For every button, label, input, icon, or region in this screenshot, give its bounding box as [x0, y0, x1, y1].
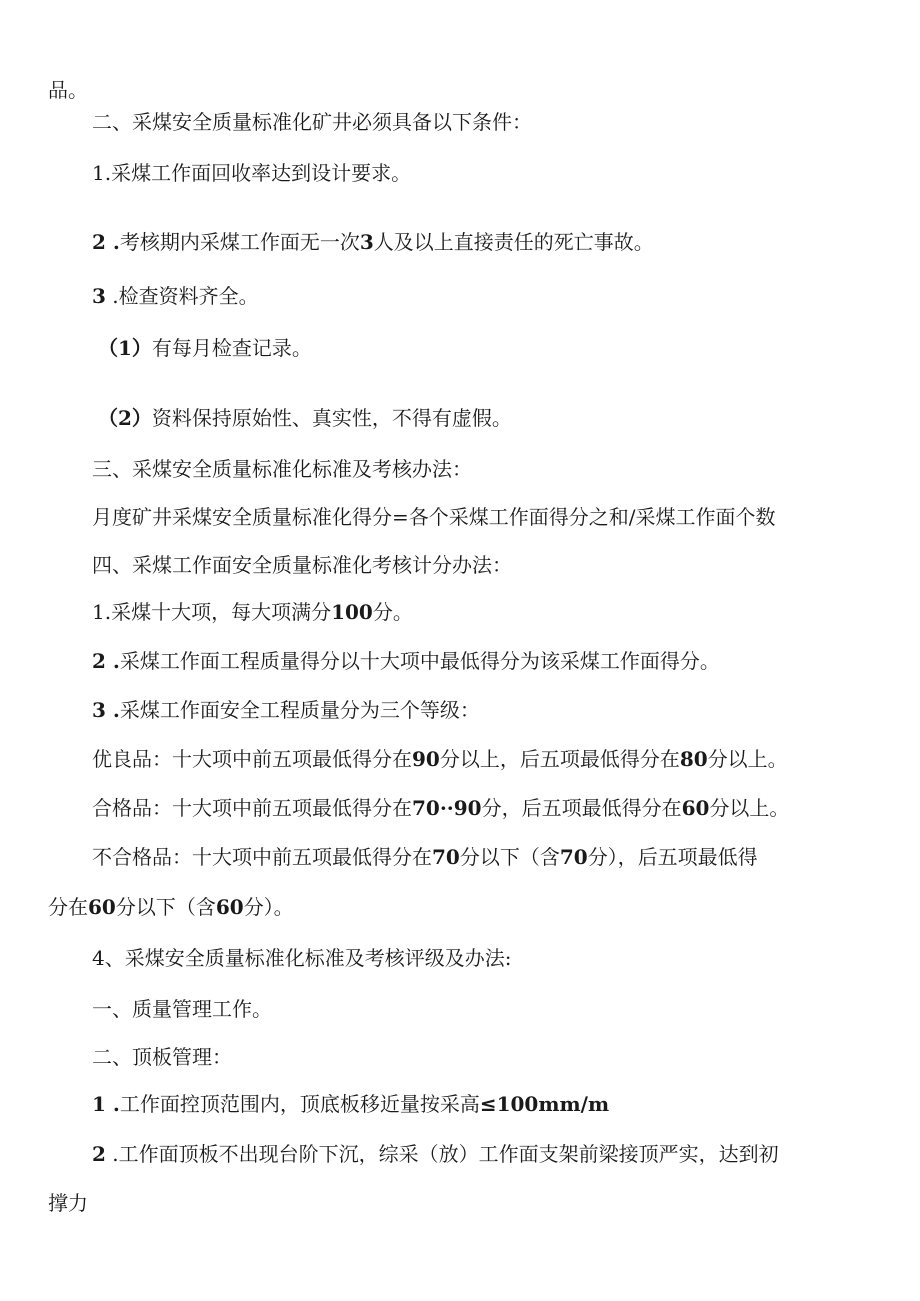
text-line — [92, 843, 758, 871]
text-run: 1.采煤十大项，每大项满分 — [92, 600, 332, 624]
text-run: ≤100mm∕m — [479, 1092, 610, 1116]
text-run: 1.采煤工作面回收率达到设计要求。 — [92, 161, 412, 185]
text-run: 采煤工作面工程质量得分以十大项中最低得分为该采煤工作面得分。 — [119, 649, 720, 673]
text-line — [92, 647, 720, 675]
text-run: 二、顶板管理： — [92, 1045, 232, 1069]
text-run: 3 — [359, 230, 374, 254]
text-run: 3 . — [92, 698, 120, 722]
text-line — [98, 404, 512, 432]
text-run: 分在 — [48, 895, 88, 919]
text-run: 4、采煤安全质量标准化标准及考核评级及办法: — [92, 946, 512, 970]
text-line — [98, 334, 312, 362]
text-run: 70 — [432, 845, 460, 869]
text-run: 二、采煤安全质量标准化矿井必须具备以下条件： — [92, 110, 532, 134]
text-line — [92, 1140, 779, 1168]
text-line — [92, 696, 480, 724]
text-run: 四、采煤工作面安全质量标准化考核计分办法： — [92, 553, 512, 577]
text-line — [92, 159, 411, 187]
text-run: 2 . — [92, 649, 120, 673]
text-run: 70 — [559, 845, 588, 869]
text-run: 分以下（含 — [459, 845, 560, 869]
section-heading — [92, 455, 472, 483]
text-line — [92, 794, 789, 822]
text-run: 合格品：十大项中前五项最低得分在 — [92, 796, 412, 820]
text-run: 2 — [92, 1142, 106, 1166]
section-heading — [92, 944, 511, 972]
text-run: 3 — [92, 284, 106, 308]
text-run: 2 . — [92, 230, 120, 254]
text-run: 60 — [681, 796, 710, 820]
text-line — [92, 598, 413, 626]
text-line — [48, 1189, 88, 1217]
text-run: 分）， — [587, 845, 638, 869]
text-run: 70··90 — [412, 796, 482, 820]
text-run: .检查资料齐全。 — [105, 284, 259, 308]
text-run: 人及以上直接责任的死亡事故。 — [373, 230, 654, 254]
text-run: 分以上，后五项最低得分在 — [439, 747, 680, 771]
text-line — [92, 282, 259, 310]
text-run: 60 — [88, 895, 116, 919]
text-run: 品。 — [48, 78, 88, 102]
text-line — [92, 503, 776, 531]
text-run: 分以上。 — [709, 796, 790, 820]
text-run: （1） — [98, 336, 152, 360]
text-run: 月度矿井采煤安全质量标准化得分=各个采煤工作面得分之和/采煤工作面个数 — [92, 505, 776, 529]
text-run: 采煤工作面安全工程质量分为三个等级： — [119, 698, 480, 722]
text-run: 一、质量管理工作。 — [92, 997, 272, 1021]
text-run: 工作面控顶范围内，顶底板移近量按采高 — [119, 1092, 480, 1116]
text-run: 分。 — [372, 600, 413, 624]
text-run: 分以上。 — [707, 747, 788, 771]
text-run: 三、采煤安全质量标准化标准及考核办法： — [92, 457, 472, 481]
text-run: 考核期内采煤工作面无一次 — [119, 230, 360, 254]
text-run: 60 — [215, 895, 244, 919]
text-run: 资料保持原始性、真实性，不得有虚假。 — [151, 406, 512, 430]
text-run: 90 — [412, 747, 440, 771]
text-run: （2） — [98, 406, 152, 430]
text-run: 80 — [679, 747, 708, 771]
text-line — [92, 228, 654, 256]
text-line — [48, 76, 88, 104]
section-heading — [92, 551, 512, 579]
text-line — [92, 1090, 609, 1118]
text-run: 1 . — [92, 1092, 120, 1116]
section-heading — [92, 1043, 232, 1071]
text-run: 有每月检查记录。 — [151, 336, 312, 360]
text-run: 分，后五项最低得分在 — [481, 796, 682, 820]
section-heading — [92, 995, 272, 1023]
text-run: 分以下（含 — [115, 895, 216, 919]
text-line — [92, 745, 788, 773]
text-run: 优良品：十大项中前五项最低得分在 — [92, 747, 412, 771]
text-run: 撑力 — [48, 1191, 88, 1215]
section-heading — [92, 108, 532, 136]
text-line — [48, 893, 294, 921]
text-run: 分）。 — [243, 895, 294, 919]
text-run: 不合格品：十大项中前五项最低得分在 — [92, 845, 432, 869]
text-run: 后五项最低得 — [637, 845, 758, 869]
text-run: .工作面顶板不出现台阶下沉，综采（放）工作面支架前梁接顶严实，达到初 — [105, 1142, 779, 1166]
text-run: 100 — [331, 600, 373, 624]
